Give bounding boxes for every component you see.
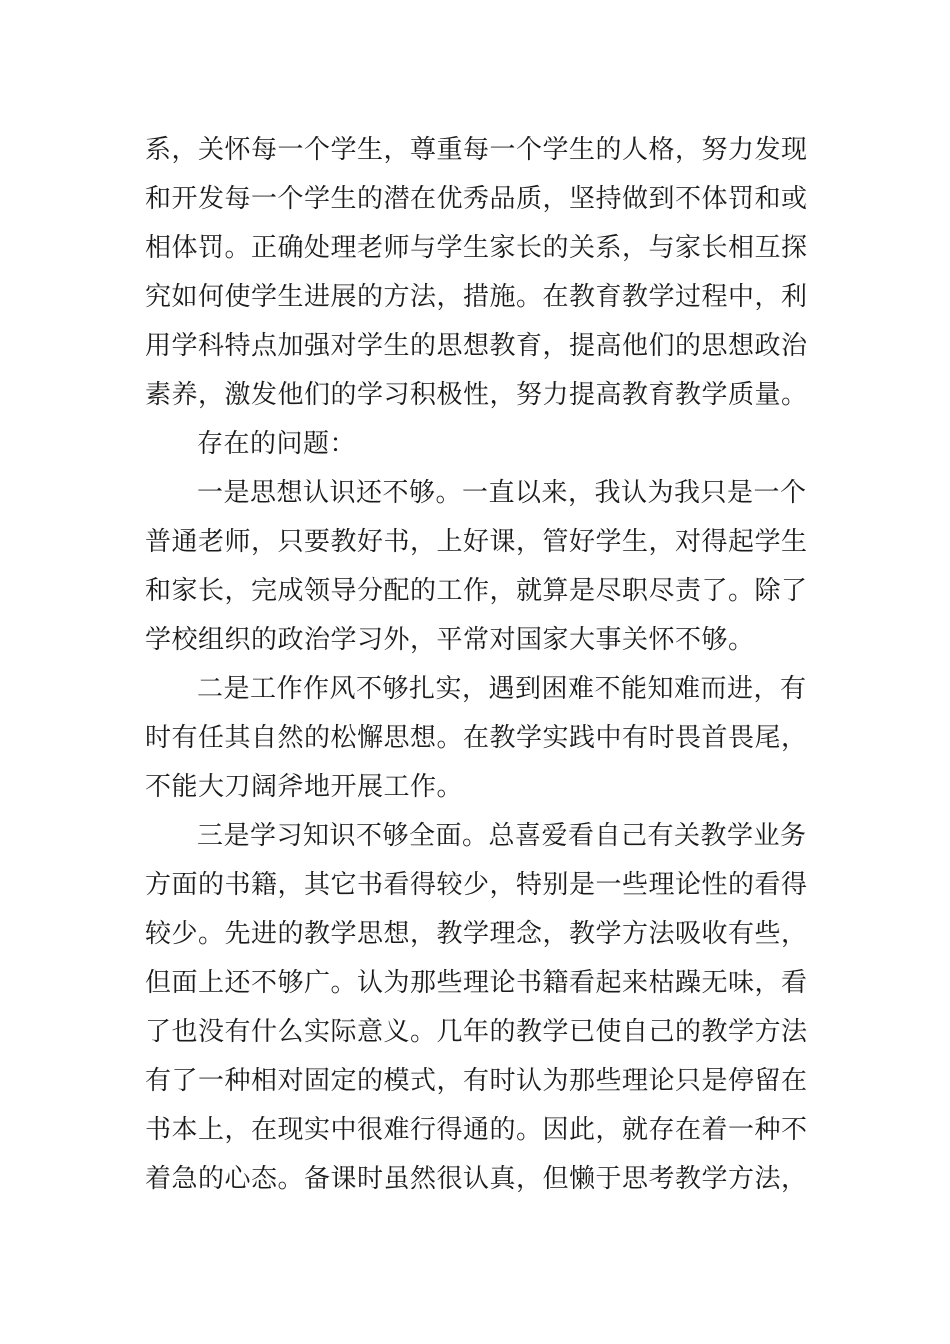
text-line: 有了一种相对固定的模式，有时认为那些理论只是停留在 [145,1066,808,1096]
text-line: 学校组织的政治学习外，平常对国家大事关怀不够。 [145,625,755,655]
text-line: 普通老师，只要教好书，上好课，管好学生，对得起学生 [145,527,808,557]
text-line: 三是学习知识不够全面。总喜爱看自己有关教学业务 [197,821,807,851]
text-line: 究如何使学生进展的方法，措施。在教育教学过程中，利 [145,282,808,312]
text-line: 书本上，在现实中很难行得通的。因此，就存在着一种不 [145,1115,808,1145]
text-line: 了也没有什么实际意义。几年的教学已使自己的教学方法 [145,1017,808,1047]
text-line: 方面的书籍，其它书看得较少，特别是一些理论性的看得 [145,870,808,900]
text-line: 素养，激发他们的学习积极性，努力提高教育教学质量。 [145,380,808,410]
text-line: 相体罚。正确处理老师与学生家长的关系，与家长相互探 [145,233,808,263]
text-line: 不能大刀阔斧地开展工作。 [145,772,464,802]
text-line: 二是工作作风不够扎实，遇到困难不能知难而进，有 [197,674,807,704]
text-line: 一是思想认识还不够。一直以来，我认为我只是一个 [197,478,807,508]
text-line: 着急的心态。备课时虽然很认真，但懒于思考教学方法， [145,1164,808,1194]
text-line: 时有任其自然的松懈思想。在教学实践中有时畏首畏尾， [145,723,808,753]
text-line: 但面上还不够广。认为那些理论书籍看起来枯躁无味，看 [145,968,808,998]
section-heading: 存在的问题： [197,429,357,459]
text-line: 和开发每一个学生的潜在优秀品质，坚持做到不体罚和或 [145,184,808,214]
text-line: 系，关怀每一个学生，尊重每一个学生的人格，努力发现 [145,135,808,165]
text-line: 较少。先进的教学思想，教学理念，教学方法吸收有些， [145,919,808,949]
text-line: 用学科特点加强对学生的思想教育，提高他们的思想政治 [145,331,808,361]
text-line: 和家长，完成领导分配的工作，就算是尽职尽责了。除了 [145,576,808,606]
